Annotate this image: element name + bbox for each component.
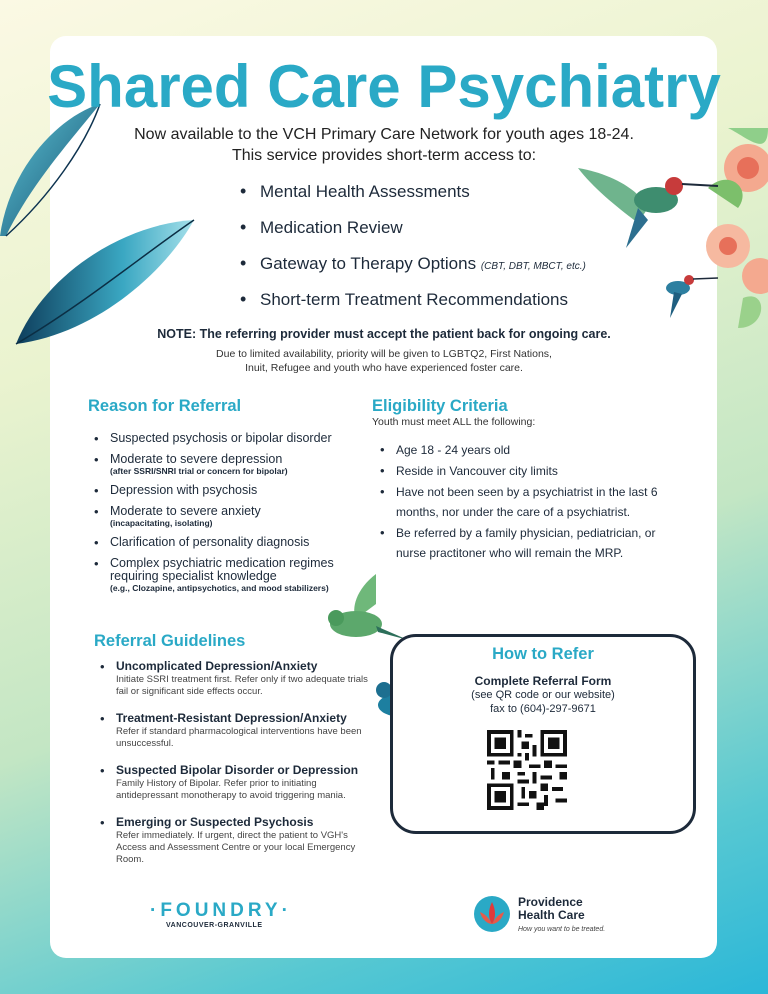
referral-form-title: Complete Referral Form bbox=[474, 674, 612, 688]
reason-list bbox=[94, 432, 364, 601]
reason-sub: (e.g., Clozapine, antipsychotics, and mood stabilizers) bbox=[110, 583, 329, 593]
guideline-title: • Emerging or Suspected Psychosis bbox=[116, 815, 314, 829]
list-item bbox=[94, 453, 364, 476]
intro-text bbox=[0, 124, 768, 166]
note-main: NOTE: The referring provider must accept the patient back for ongoing care. bbox=[157, 327, 611, 341]
list-item bbox=[100, 711, 370, 750]
eligibility-text: Age 18 - 24 years old bbox=[396, 443, 511, 457]
referral-fax: fax to (604)-297-9671 bbox=[490, 703, 596, 715]
list-item bbox=[380, 523, 666, 563]
guidelines-heading: Referral Guidelines bbox=[94, 632, 246, 650]
note-line-2: Inuit, Refugee and youth who have experienced foster care. bbox=[245, 362, 523, 374]
reason-heading: Reason for Referral bbox=[88, 397, 242, 415]
foundry-logo: ·FOUNDRY· bbox=[150, 900, 292, 921]
page-title: Shared Care Psychiatry bbox=[47, 53, 721, 120]
list-item bbox=[94, 557, 364, 593]
eligibility-list bbox=[380, 440, 680, 564]
providence-name bbox=[518, 896, 585, 922]
guideline-title: • Treatment-Resistant Depression/Anxiety bbox=[116, 711, 347, 725]
note-priority bbox=[0, 347, 768, 375]
how-to-refer-heading: How to Refer bbox=[492, 645, 594, 663]
service-note: (CBT, DBT, MBCT, etc.) bbox=[480, 261, 586, 272]
list-item bbox=[240, 250, 586, 286]
list-item bbox=[240, 214, 586, 250]
eligibility-text: Reside in Vancouver city limits bbox=[396, 464, 558, 478]
reason-text: Complex psychiatric medication regimes requiring specialist knowledge bbox=[110, 556, 334, 583]
list-item bbox=[240, 286, 586, 322]
list-item bbox=[94, 505, 364, 528]
guideline-desc: Refer if standard pharmacological interventions have been unsuccessful. bbox=[116, 726, 362, 749]
eligibility-intro: Youth must meet ALL the following: bbox=[372, 416, 536, 428]
guidelines-list bbox=[100, 659, 370, 879]
how-to-refer-content bbox=[390, 645, 696, 716]
note-line-1: Due to limited availability, priority will be given to LGBTQ2, First Nations, bbox=[216, 348, 552, 360]
list-item bbox=[380, 482, 666, 522]
providence-logo-icon bbox=[472, 894, 512, 934]
list-item bbox=[100, 815, 370, 866]
providence-line-1: Providence bbox=[518, 895, 583, 909]
service-label: Mental Health Assessments bbox=[260, 182, 470, 201]
services-list bbox=[240, 178, 586, 322]
list-item bbox=[94, 484, 364, 497]
reason-text: Clarification of personality diagnosis bbox=[110, 535, 310, 549]
service-label: Short-term Treatment Recommendations bbox=[260, 290, 569, 309]
qr-code-icon[interactable] bbox=[487, 730, 567, 810]
intro-line-1: Now available to the VCH Primary Care Network for youth ages 18-24. bbox=[134, 126, 634, 143]
service-label: Gateway to Therapy Options bbox=[260, 254, 477, 273]
eligibility-text: Be referred by a family physician, pediatrician, or nurse practitoner who will remain the MRP. bbox=[396, 526, 656, 560]
reason-text: Moderate to severe anxiety bbox=[110, 504, 261, 518]
guideline-title: • Suspected Bipolar Disorder or Depression bbox=[116, 763, 359, 777]
providence-line-2: Health Care bbox=[518, 908, 585, 922]
reason-text: Depression with psychosis bbox=[110, 483, 258, 497]
guideline-title: • Uncomplicated Depression/Anxiety bbox=[116, 659, 318, 673]
list-item bbox=[380, 440, 680, 460]
list-item bbox=[380, 461, 680, 481]
guideline-desc: Family History of Bipolar. Refer prior to initiating antidepressant monotherapy to avoid triggering mania. bbox=[116, 778, 346, 801]
list-item bbox=[240, 178, 586, 214]
eligibility-text: Have not been seen by a psychiatrist in the last 6 months, nor under the care of a psychiatrist. bbox=[396, 485, 658, 519]
providence-tagline: How you want to be treated. bbox=[518, 926, 606, 933]
reason-sub: (incapacitating, isolating) bbox=[110, 518, 213, 528]
list-item bbox=[100, 763, 370, 802]
list-item bbox=[94, 536, 364, 549]
guideline-desc: Refer immediately. If urgent, direct the patient to VGH's Access and Assessment Centre or your local Emergency Room. bbox=[116, 830, 356, 865]
foundry-location: VANCOUVER-GRANVILLE bbox=[166, 922, 263, 929]
reason-text: Moderate to severe depression bbox=[110, 452, 283, 466]
reason-text: Suspected psychosis or bipolar disorder bbox=[110, 431, 332, 445]
list-item bbox=[100, 659, 370, 698]
list-item bbox=[94, 432, 364, 445]
intro-line-2: This service provides short-term access to: bbox=[231, 147, 537, 164]
eligibility-heading: Eligibility Criteria bbox=[372, 397, 508, 415]
referral-line-1: (see QR code or our website) bbox=[471, 689, 615, 701]
reason-sub: (after SSRI/SNRI trial or concern for bipolar) bbox=[110, 466, 288, 476]
guideline-desc: Initiate SSRI treatment first. Refer only if two adequate trials fail or significant side effects occur. bbox=[116, 674, 368, 697]
service-label: Medication Review bbox=[260, 218, 403, 237]
